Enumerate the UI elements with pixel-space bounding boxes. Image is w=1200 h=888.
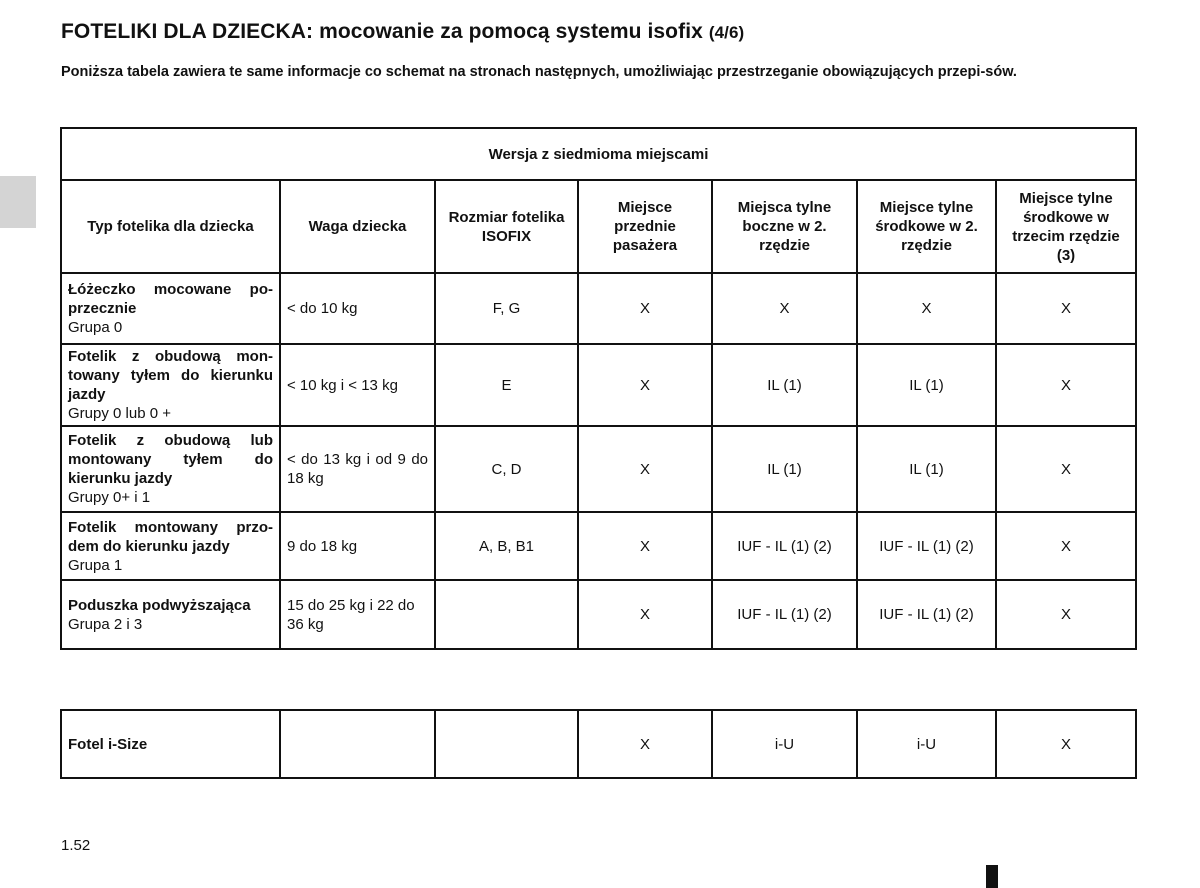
cell-rear-center: IL (1) [857, 344, 996, 426]
cell-weight [280, 710, 435, 778]
table-row [61, 344, 1136, 426]
seat-group: Grupa 1 [68, 556, 123, 574]
cell-size [435, 710, 578, 778]
title-part: (4/6) [708, 23, 745, 42]
cell-size: C, D [435, 426, 578, 512]
cell-rear-center: i-U [857, 710, 996, 778]
cell-weight: 15 do 25 kg i 22 do 36 kg [280, 580, 435, 649]
header-rear-side: Miejsca tylne boczne w 2. rzędzie [712, 180, 857, 273]
cell-type [61, 344, 280, 426]
seat-type-name: Fotelik montowany przo-dem do kierunku jazdy [68, 518, 273, 555]
cell-rear-side: IUF - IL (1) (2) [712, 512, 857, 580]
seat-group: Grupa 2 i 3 [68, 615, 143, 633]
header-third-row: Miejsce tylne środkowe w trzecim rzędzie (3) [996, 180, 1136, 273]
cell-rear-center: X [857, 273, 996, 344]
cell-rear-side: X [712, 273, 857, 344]
caption-row [61, 128, 1136, 180]
header-front-seat: Miejsce przednie pasażera [578, 180, 712, 273]
cell-type [61, 273, 280, 344]
page-number: 1.52 [61, 837, 91, 854]
seat-group: Grupy 0+ i 1 [68, 489, 151, 506]
seat-type-name: Fotelik z obudową mon-towany tyłem do kierunku jazdy [68, 348, 273, 403]
cell-front-seat: X [578, 426, 712, 512]
isofix-table [60, 127, 1137, 650]
intro-text: Poniższa tabela zawiera te same informacje co schemat na stronach następnych, umożliwiając przestrzeganie obowiązujących przepi-sów. [61, 64, 1017, 80]
cell-size: A, B, B1 [435, 512, 578, 580]
cell-rear-center: IL (1) [857, 426, 996, 512]
cell-third-row: X [996, 512, 1136, 580]
cell-front-seat: X [578, 580, 712, 649]
cell-size: E [435, 344, 578, 426]
seat-type-name: Poduszka podwyższająca [68, 596, 251, 614]
table-row [61, 710, 1136, 778]
cell-front-seat: X [578, 710, 712, 778]
title-main: FOTELIKI DLA DZIECKA: mocowanie za pomocą systemu isofix [61, 20, 703, 43]
table-caption: Wersja z siedmioma miejscami [61, 128, 1136, 180]
header-type: Typ fotelika dla dziecka [61, 180, 280, 273]
cell-weight: < do 13 kg i od 9 do 18 kg [280, 426, 435, 512]
end-of-section-marker [986, 865, 998, 888]
cell-rear-side: IUF - IL (1) (2) [712, 580, 857, 649]
cell-front-seat: X [578, 512, 712, 580]
cell-rear-center: IUF - IL (1) (2) [857, 580, 996, 649]
header-rear-center: Miejsce tylne środkowe w 2. rzędzie [857, 180, 996, 273]
cell-third-row: X [996, 344, 1136, 426]
cell-front-seat: X [578, 273, 712, 344]
cell-weight: < do 10 kg [280, 273, 435, 344]
cell-size [435, 580, 578, 649]
cell-third-row: X [996, 580, 1136, 649]
cell-rear-side: IL (1) [712, 426, 857, 512]
seat-type-name: Fotelik z obudową lub montowany tyłem do kierunku jazdy [68, 432, 273, 487]
seat-type-name: Łóżeczko mocowane po-przecznie [68, 281, 273, 317]
seat-group: Grupa 0 [68, 319, 123, 336]
table-row [61, 512, 1136, 580]
cell-type: Fotel i-Size [61, 710, 280, 778]
cell-weight: 9 do 18 kg [280, 512, 435, 580]
header-row [61, 180, 1136, 273]
page-title [61, 20, 744, 44]
seat-group: Grupy 0 lub 0 + [68, 405, 171, 422]
header-weight: Waga dziecka [280, 180, 435, 273]
cell-rear-side: i-U [712, 710, 857, 778]
cell-third-row: X [996, 426, 1136, 512]
cell-type [61, 512, 280, 580]
cell-rear-center: IUF - IL (1) (2) [857, 512, 996, 580]
cell-size: F, G [435, 273, 578, 344]
isize-table [60, 709, 1137, 779]
table-row [61, 426, 1136, 512]
cell-third-row: X [996, 273, 1136, 344]
header-size: Rozmiar fotelika ISOFIX [435, 180, 578, 273]
cell-rear-side: IL (1) [712, 344, 857, 426]
cell-type [61, 426, 280, 512]
cell-third-row: X [996, 710, 1136, 778]
section-tab [0, 176, 36, 228]
cell-weight: < 10 kg i < 13 kg [280, 344, 435, 426]
cell-type [61, 580, 280, 649]
table-row [61, 273, 1136, 344]
cell-front-seat: X [578, 344, 712, 426]
table-row [61, 580, 1136, 649]
